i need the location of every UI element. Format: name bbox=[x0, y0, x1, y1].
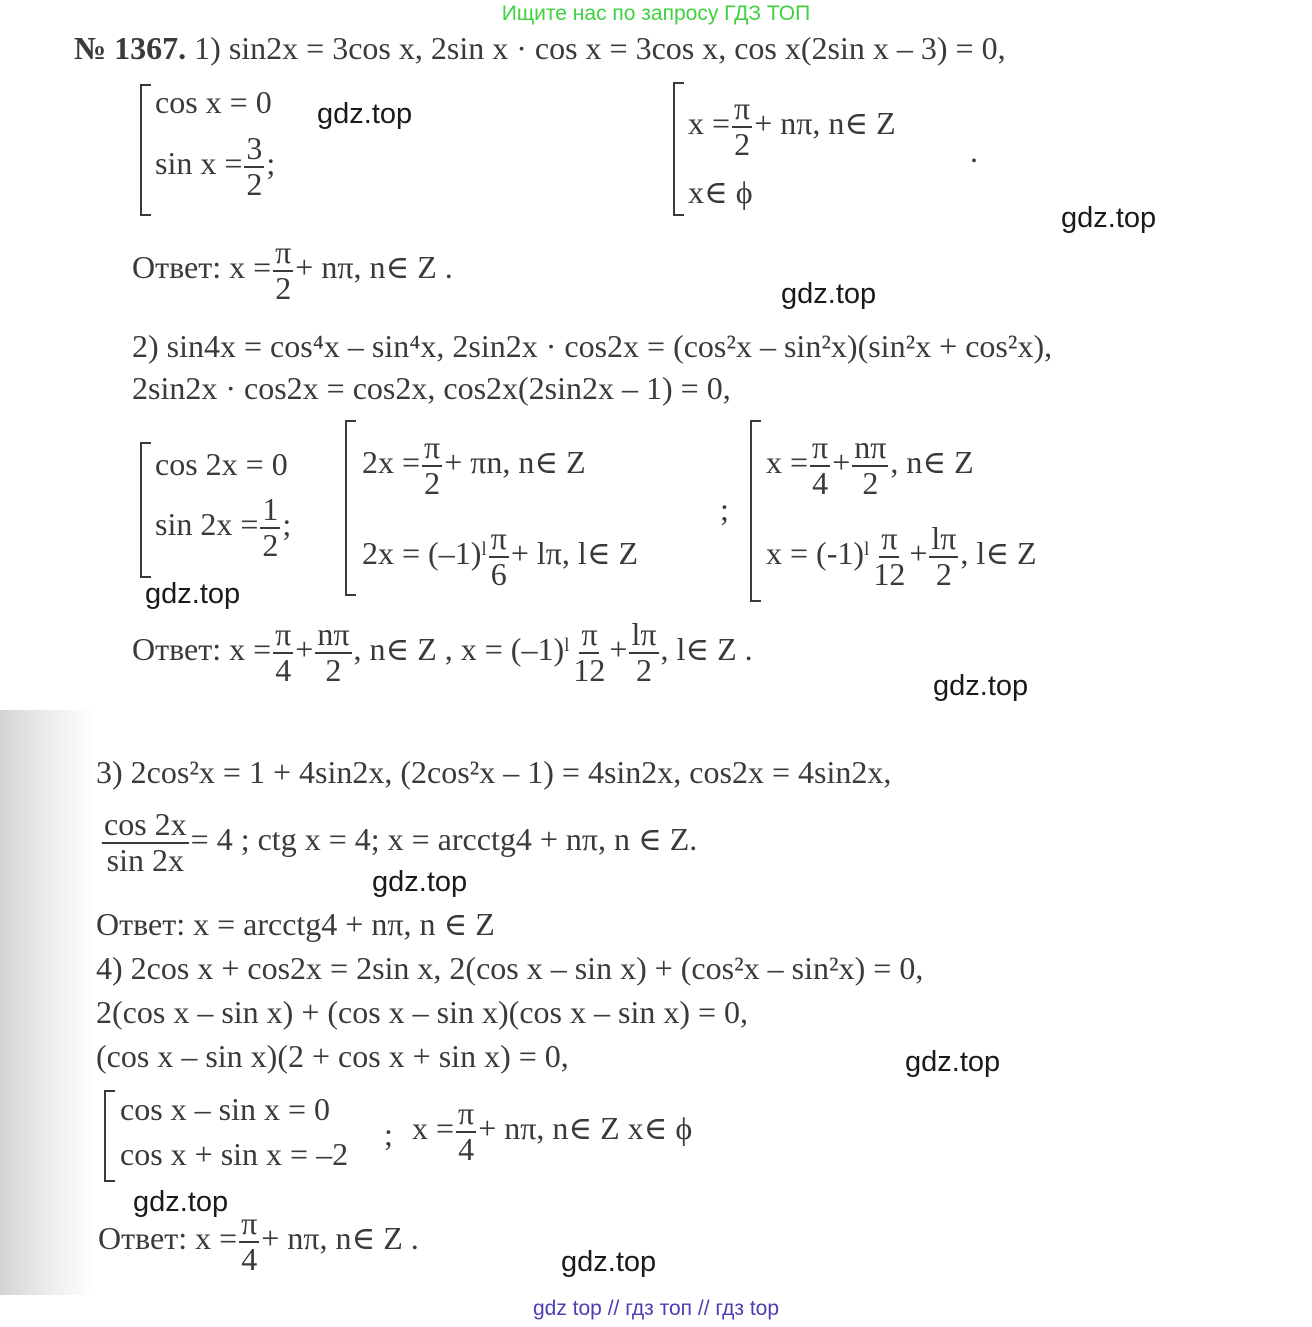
p1-sys-a: cos x = 0 bbox=[155, 84, 272, 120]
watermark: gdz.top bbox=[317, 98, 413, 130]
watermark: gdz.top bbox=[1061, 202, 1157, 234]
p2-s2-b-pre: 2x = (–1)ˡ bbox=[362, 534, 487, 571]
frac-den: 2 bbox=[734, 125, 751, 162]
p2-bracket-1 bbox=[140, 442, 151, 578]
p2-bracket-2 bbox=[345, 420, 356, 596]
frac-den: 2 bbox=[424, 464, 441, 501]
p1-line1-text: 1) sin2x = 3cos x, 2sin x · cos x = 3cos x, cos x(2sin x – 3) = 0, bbox=[186, 30, 1006, 66]
p2-s3-a-frac1 bbox=[810, 431, 830, 500]
watermark: gdz.top bbox=[133, 1186, 229, 1218]
frac-den: 2 bbox=[935, 555, 952, 592]
watermark: gdz.top bbox=[145, 578, 241, 610]
p4-bracket bbox=[104, 1090, 115, 1182]
frac-num: π bbox=[275, 616, 292, 652]
p2-s3-b-frac1 bbox=[871, 522, 907, 591]
frac-den: 2 bbox=[275, 269, 292, 306]
p2-ans-post: , l∈ Z . bbox=[660, 630, 753, 667]
p2-line2: 2sin2x · cos2x = cos2x, cos2x(2sin2x – 1) = 0, bbox=[132, 370, 731, 406]
frac-num: lπ bbox=[631, 616, 657, 652]
watermark: gdz.top bbox=[933, 670, 1029, 702]
p2-semicolon-2: ; bbox=[720, 491, 729, 527]
p3-rest: = 4 ; ctg x = 4; x = arcctg4 + nπ, n ∈ Z. bbox=[190, 820, 698, 857]
p1-ans-frac bbox=[273, 236, 293, 305]
p1-ans-pre: Ответ: x = bbox=[132, 248, 272, 285]
p2-s3-a-frac2 bbox=[852, 431, 888, 500]
p2-s2-b bbox=[362, 522, 638, 591]
frac-num: π bbox=[424, 429, 441, 465]
frac-num: π bbox=[881, 520, 898, 556]
p3-frac bbox=[102, 808, 189, 877]
frac-num: 3 bbox=[246, 130, 263, 166]
frac-den: 2 bbox=[635, 651, 652, 688]
p2-s2-a-frac bbox=[422, 431, 442, 500]
p2-s1-a: cos 2x = 0 bbox=[155, 446, 288, 482]
p2-s1-b bbox=[155, 493, 291, 562]
header-banner: Ищите нас по запросу ГДЗ ТОП bbox=[501, 2, 811, 25]
p2-bracket-3 bbox=[750, 420, 761, 602]
p4-res-pre: x = bbox=[412, 1109, 455, 1146]
p1-frac-pi-2 bbox=[732, 92, 752, 161]
p2-frac-1-2 bbox=[260, 493, 280, 562]
p4-sys-b: cos x + sin x = –2 bbox=[120, 1136, 349, 1172]
frac-den: 2 bbox=[325, 651, 342, 688]
p2-ans-frac1 bbox=[273, 618, 293, 687]
p2-ans-mid: , n∈ Z , x = (–1)ˡ bbox=[353, 630, 570, 667]
p4-res-post: + nπ, n∈ Z x∈ ϕ bbox=[478, 1109, 693, 1146]
p2-semicolon-1: ; bbox=[282, 505, 292, 542]
p2-s2-b-frac bbox=[489, 522, 509, 591]
p2-line1: 2) sin4x = cos⁴x – sin⁴x, 2sin2x · cos2x = (cos²x – sin²x)(sin²x + cos²x), bbox=[132, 328, 1053, 364]
frac-num: π bbox=[241, 1205, 258, 1241]
p2-ans-frac4 bbox=[629, 618, 658, 687]
p1-res-a-post: + nπ, n∈ Z bbox=[754, 104, 896, 141]
p1-answer bbox=[132, 236, 453, 305]
frac-den: 2 bbox=[246, 165, 263, 202]
p4-ans-frac bbox=[239, 1207, 259, 1276]
p2-s2-a-pre: 2x = bbox=[362, 443, 421, 480]
p2-s3-b-plus: + bbox=[909, 534, 928, 571]
p2-ans-pre: Ответ: x = bbox=[132, 630, 272, 667]
p2-ans-plus-2: + bbox=[609, 630, 628, 667]
p1-bracket-1 bbox=[140, 84, 151, 216]
p4-ans-pre: Ответ: x = bbox=[98, 1219, 238, 1256]
frac-den: 4 bbox=[241, 1240, 258, 1277]
p4-ans-post: + nπ, n∈ Z . bbox=[261, 1219, 419, 1256]
watermark: gdz.top bbox=[781, 278, 877, 310]
watermark: gdz.top bbox=[372, 866, 468, 898]
frac-den: 4 bbox=[812, 464, 829, 501]
scan-shadow bbox=[0, 710, 95, 1295]
frac-num: 1 bbox=[262, 491, 279, 527]
frac-num: π bbox=[734, 90, 751, 126]
frac-den: sin 2x bbox=[106, 841, 184, 878]
frac-num: π bbox=[812, 429, 829, 465]
p1-dot: . bbox=[970, 133, 978, 169]
p1-semicolon: ; bbox=[266, 144, 276, 181]
p1-frac-3-2 bbox=[244, 132, 264, 201]
p1-ans-post: + nπ, n∈ Z . bbox=[295, 248, 453, 285]
p4-result bbox=[412, 1097, 692, 1166]
p1-sys-b-text: sin x = bbox=[155, 144, 243, 181]
frac-den: 2 bbox=[862, 464, 879, 501]
p2-s2-b-post: + lπ, l∈ Z bbox=[510, 534, 639, 571]
p2-s3-b-frac2 bbox=[929, 522, 958, 591]
p2-ans-frac3 bbox=[571, 618, 607, 687]
p4-res-frac bbox=[456, 1097, 476, 1166]
p1-line1 bbox=[74, 32, 1006, 64]
p2-ans-plus-1: + bbox=[295, 630, 314, 667]
frac-den: 4 bbox=[458, 1130, 475, 1167]
frac-num: nπ bbox=[317, 616, 350, 652]
footer-links[interactable]: gdz top // гдз топ // гдз top bbox=[532, 1297, 780, 1320]
p1-res-a-pre: x = bbox=[688, 104, 731, 141]
p2-s3-a bbox=[766, 431, 974, 500]
p1-sys-b bbox=[155, 132, 275, 201]
p4-semicolon: ; bbox=[384, 1116, 393, 1152]
p2-answer bbox=[132, 618, 753, 687]
p1-res-a bbox=[688, 92, 896, 161]
frac-den: 12 bbox=[873, 555, 906, 592]
problem-number: № 1367. bbox=[74, 30, 187, 66]
p2-s2-a bbox=[362, 431, 586, 500]
p3-line1: 3) 2cos²x = 1 + 4sin2x, (2cos²x – 1) = 4sin2x, cos2x = 4sin2x, bbox=[96, 754, 892, 790]
p1-res-b: x∈ ϕ bbox=[688, 174, 753, 210]
p2-s1-b-text: sin 2x = bbox=[155, 505, 259, 542]
p4-line2: 2(cos x – sin x) + (cos x – sin x)(cos x – sin x) = 0, bbox=[96, 994, 749, 1030]
watermark: gdz.top bbox=[905, 1046, 1001, 1078]
p2-s3-a-post: , n∈ Z bbox=[890, 443, 974, 480]
p3-answer: Ответ: x = arcctg4 + nπ, n ∈ Z bbox=[96, 906, 495, 942]
p4-line1: 4) 2cos x + cos2x = 2sin x, 2(cos x – sin x) + (cos²x – sin²x) = 0, bbox=[96, 950, 924, 986]
frac-den: 2 bbox=[262, 526, 279, 563]
frac-den: 12 bbox=[573, 651, 606, 688]
frac-num: π bbox=[581, 616, 598, 652]
p2-s3-a-plus: + bbox=[832, 443, 851, 480]
frac-num: π bbox=[458, 1095, 475, 1131]
p1-bracket-2 bbox=[673, 82, 684, 216]
frac-num: nπ bbox=[854, 429, 887, 465]
p2-s3-b-post: , l∈ Z bbox=[960, 534, 1037, 571]
frac-num: π bbox=[490, 520, 507, 556]
frac-den: 4 bbox=[275, 651, 292, 688]
frac-num: cos 2x bbox=[104, 806, 187, 842]
p4-sys-a: cos x – sin x = 0 bbox=[120, 1091, 331, 1127]
p2-s2-a-post: + πn, n∈ Z bbox=[444, 443, 586, 480]
frac-den: 6 bbox=[490, 555, 507, 592]
p2-s3-a-pre: x = bbox=[766, 443, 809, 480]
frac-num: π bbox=[275, 234, 292, 270]
p2-ans-frac2 bbox=[315, 618, 351, 687]
watermark: gdz.top bbox=[561, 1246, 657, 1278]
p2-s3-b bbox=[766, 522, 1037, 591]
p4-line3: (cos x – sin x)(2 + cos x + sin x) = 0, bbox=[96, 1038, 569, 1074]
p2-s3-b-pre: x = (-1)ˡ bbox=[766, 534, 870, 571]
frac-num: lπ bbox=[931, 520, 957, 556]
